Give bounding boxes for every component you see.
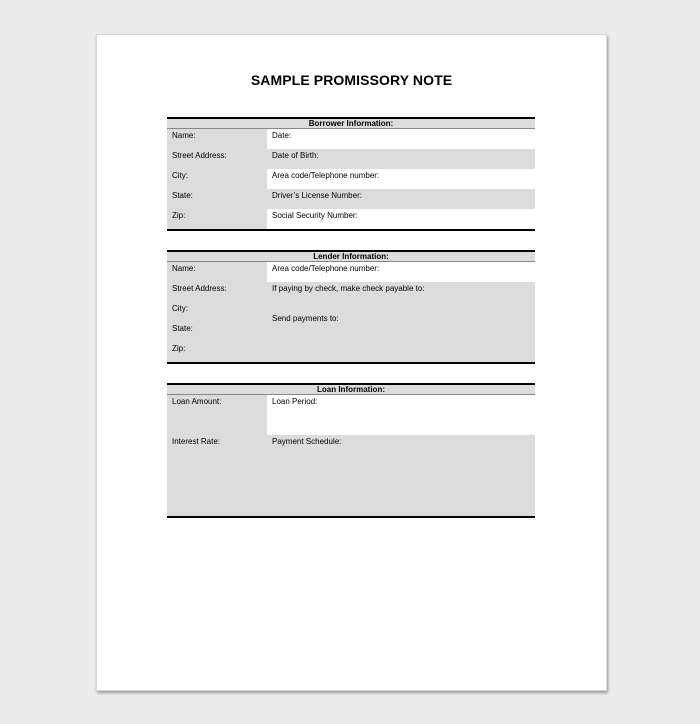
lender-phone-label: Area code/Telephone number: bbox=[272, 264, 380, 273]
interest-rate-label: Interest Rate: bbox=[172, 437, 221, 446]
borrower-zip-label: Zip: bbox=[172, 211, 186, 220]
borrower-ssn-label: Social Security Number: bbox=[272, 211, 358, 220]
borrower-right-column bbox=[267, 129, 535, 229]
lender-street-label: Street Address: bbox=[172, 284, 227, 293]
payment-schedule-label: Payment Schedule: bbox=[272, 437, 342, 446]
borrower-dob-field[interactable] bbox=[267, 149, 535, 169]
borrower-city-label: City: bbox=[172, 171, 188, 180]
lender-left-column bbox=[167, 262, 267, 362]
borrower-date-field[interactable] bbox=[267, 129, 535, 149]
borrower-name-label: Name: bbox=[172, 131, 196, 140]
lender-city-label: City: bbox=[172, 304, 188, 313]
borrower-street-label: Street Address: bbox=[172, 151, 227, 160]
loan-right-column bbox=[267, 395, 535, 516]
borrower-phone-label: Area code/Telephone number: bbox=[272, 171, 380, 180]
lender-section bbox=[167, 250, 535, 364]
loan-amount-label: Loan Amount: bbox=[172, 397, 222, 406]
lender-payable-label: If paying by check, make check payable to: bbox=[272, 284, 425, 293]
borrower-dob-label: Date of Birth: bbox=[272, 151, 319, 160]
lender-phone-field[interactable] bbox=[267, 262, 535, 282]
lender-zip-label: Zip: bbox=[172, 344, 186, 353]
borrower-license-label: Driver’s License Number: bbox=[272, 191, 362, 200]
lender-state-label: State: bbox=[172, 324, 193, 333]
lender-payable-field[interactable] bbox=[267, 282, 535, 312]
borrower-license-field[interactable] bbox=[267, 189, 535, 209]
document-page bbox=[96, 34, 607, 691]
lender-send-payments-field[interactable] bbox=[267, 312, 535, 362]
loan-period-label: Loan Period: bbox=[272, 397, 318, 406]
borrower-state-label: State: bbox=[172, 191, 193, 200]
loan-header: Loan Information: bbox=[167, 385, 535, 395]
loan-left-column bbox=[167, 395, 267, 516]
lender-name-label: Name: bbox=[172, 264, 196, 273]
borrower-ssn-field[interactable] bbox=[267, 209, 535, 229]
loan-section bbox=[167, 383, 535, 518]
lender-send-payments-label: Send payments to: bbox=[272, 314, 339, 323]
borrower-section bbox=[167, 117, 535, 231]
borrower-date-label: Date: bbox=[272, 131, 292, 140]
lender-right-column bbox=[267, 262, 535, 362]
borrower-header: Borrower Information: bbox=[167, 119, 535, 129]
payment-schedule-field[interactable] bbox=[267, 435, 535, 516]
loan-period-field[interactable] bbox=[267, 395, 535, 435]
document-title: SAMPLE PROMISSORY NOTE bbox=[250, 72, 453, 88]
borrower-phone-field[interactable] bbox=[267, 169, 535, 189]
borrower-left-column bbox=[167, 129, 267, 229]
lender-header: Lender Information: bbox=[167, 252, 535, 262]
